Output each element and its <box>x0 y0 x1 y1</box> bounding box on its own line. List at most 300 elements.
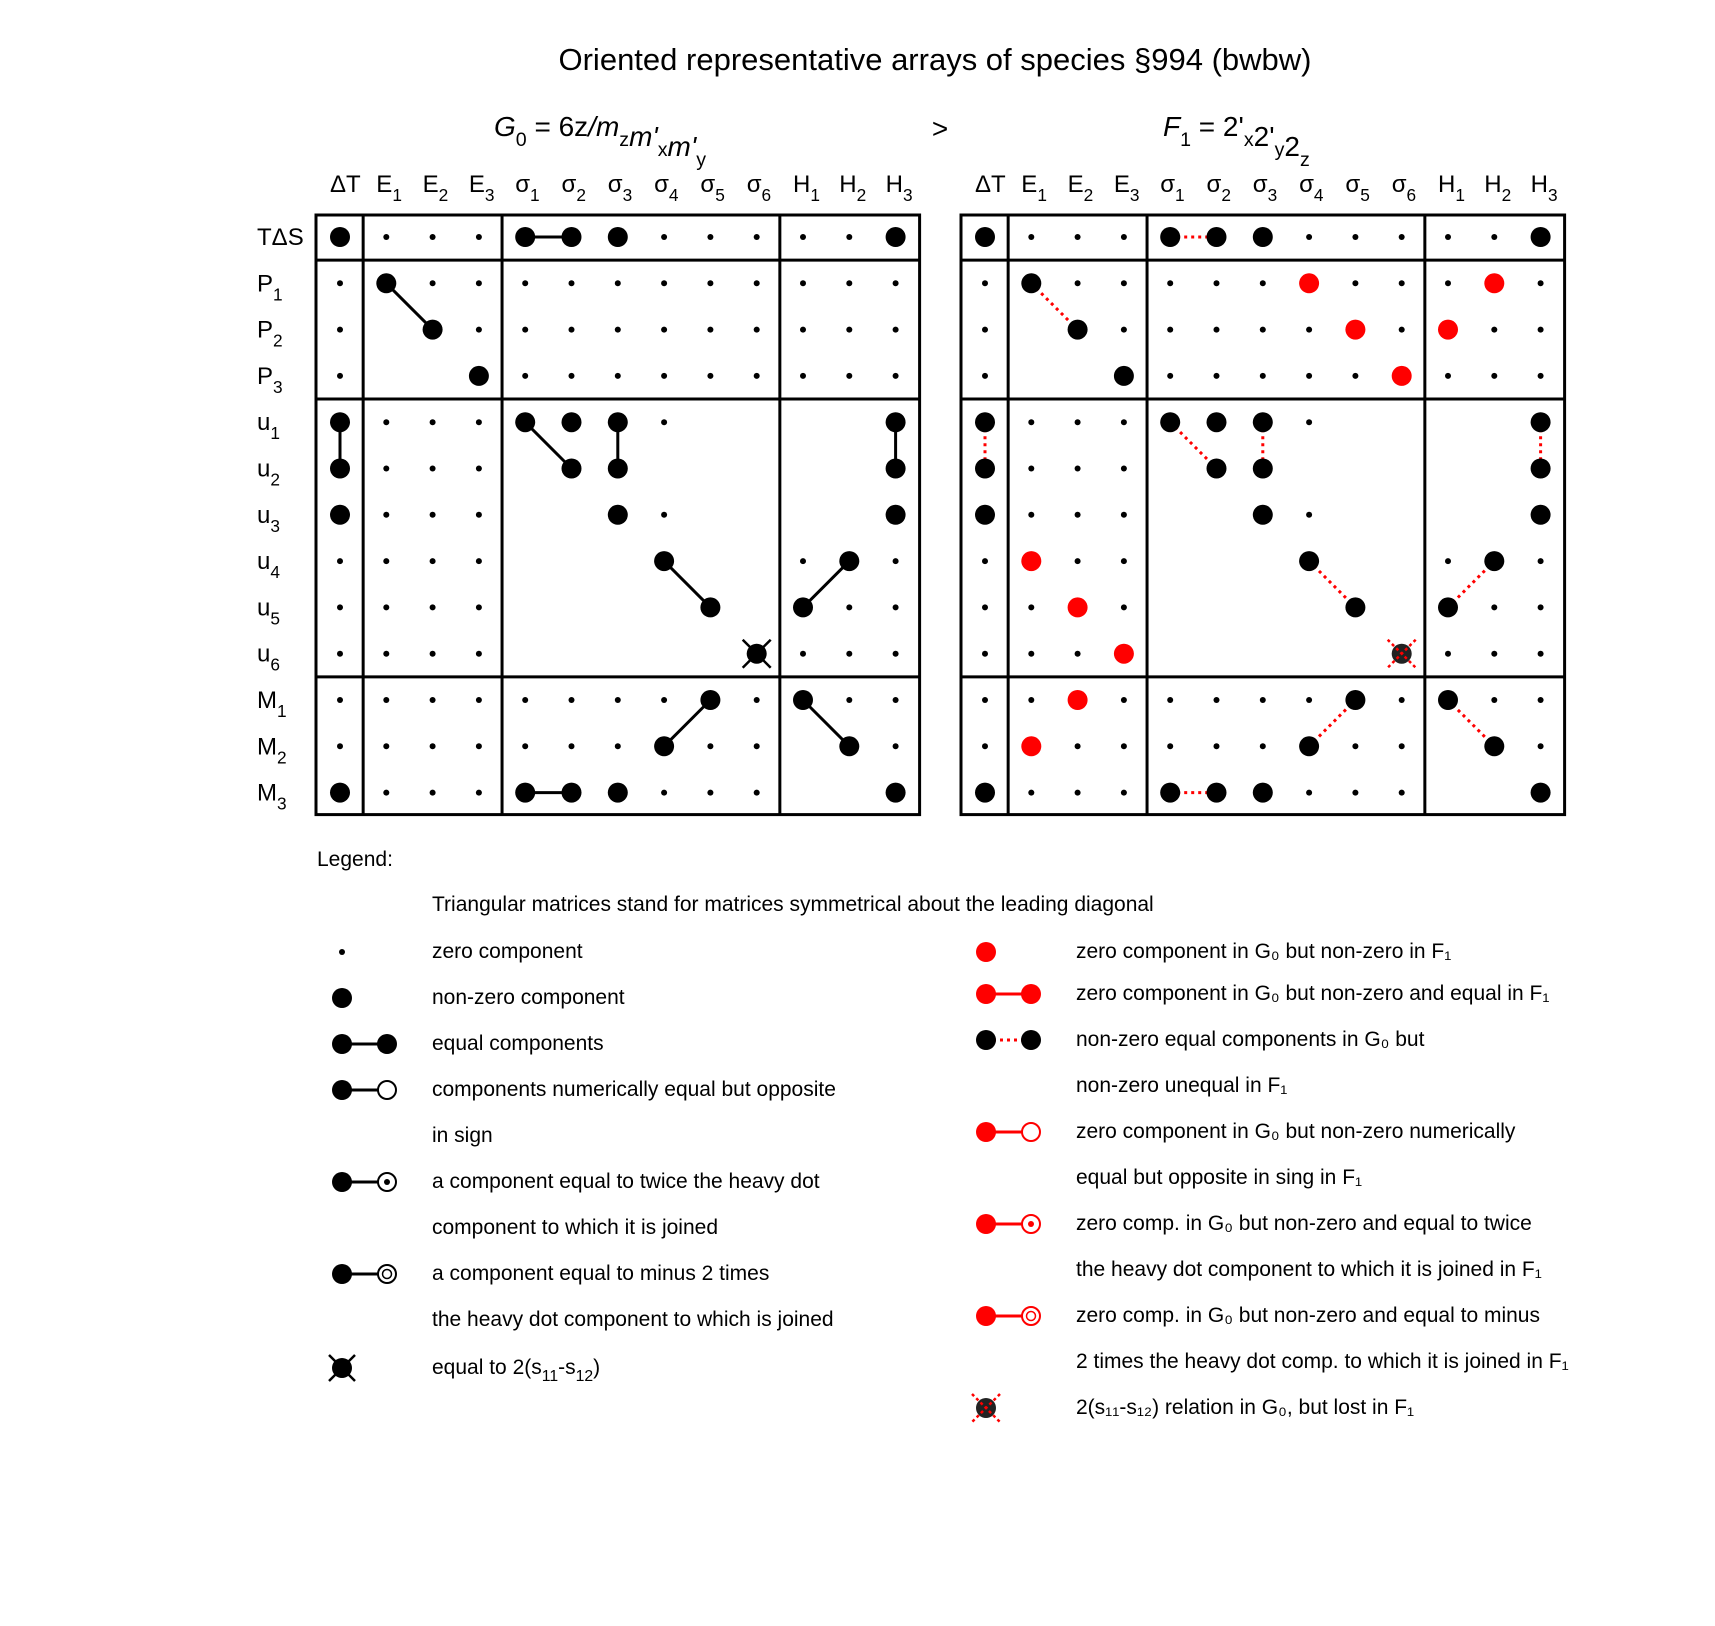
zero-component <box>1352 373 1358 379</box>
zero-component <box>800 280 806 286</box>
zero-component <box>846 373 852 379</box>
zero-component <box>1214 327 1220 333</box>
zero-component <box>707 327 713 333</box>
zero-component <box>754 280 760 286</box>
zero-component <box>1075 466 1081 472</box>
zero-component <box>615 743 621 749</box>
zero-component <box>1306 790 1312 796</box>
zero-component <box>1121 327 1127 333</box>
nonzero-component <box>1114 366 1134 386</box>
zero-component <box>1167 697 1173 703</box>
zero-component <box>430 466 436 472</box>
nonzero-component <box>1207 459 1227 479</box>
legend-text: non-zero equal components in G₀ but <box>1076 1028 1425 1051</box>
zero-component <box>1538 280 1544 286</box>
nonzero-component <box>608 412 628 432</box>
zero-component <box>661 512 667 518</box>
nonzero-component <box>562 459 582 479</box>
zero-component <box>1214 743 1220 749</box>
nonzero-component <box>839 736 859 756</box>
legend-text: a component equal to minus 2 times <box>432 1262 770 1285</box>
zero-component <box>1028 651 1034 657</box>
zero-component <box>476 743 482 749</box>
zero-component <box>1399 743 1405 749</box>
nonzero-component <box>654 736 674 756</box>
zero-component <box>615 373 621 379</box>
red-component <box>1299 273 1319 293</box>
nonzero-component <box>975 505 995 525</box>
zero-component <box>707 373 713 379</box>
zero-component <box>476 790 482 796</box>
nonzero-component <box>515 227 535 247</box>
zero-component <box>1538 373 1544 379</box>
legend-item-6 <box>329 1355 600 1385</box>
zero-component <box>1028 697 1034 703</box>
nonzero-component <box>1531 783 1551 803</box>
nonzero-component <box>1253 505 1273 525</box>
heavy-dot-icon <box>332 1080 352 1100</box>
zero-component <box>800 651 806 657</box>
zero-component <box>1121 558 1127 564</box>
zero-component <box>707 280 713 286</box>
zero-component <box>1260 743 1266 749</box>
legend-text: non-zero unequal in F₁ <box>1076 1074 1288 1097</box>
zero-component <box>846 651 852 657</box>
red-component <box>1345 320 1365 340</box>
zero-component <box>1399 697 1405 703</box>
legend-text: zero comp. in G₀ but non-zero and equal to twice <box>1076 1212 1532 1235</box>
zero-component <box>1214 697 1220 703</box>
zero-component <box>800 234 806 240</box>
legend-right-column <box>972 940 1569 1422</box>
legend-item-1 <box>332 986 625 1009</box>
nonzero-component <box>1484 736 1504 756</box>
right-matrix <box>961 171 1565 815</box>
zero-component <box>522 327 528 333</box>
column-label-11: $H_2$ <box>839 171 867 205</box>
zero-component <box>1028 234 1034 240</box>
legend-text: equal components <box>432 1032 604 1055</box>
nonzero-component <box>975 459 995 479</box>
column-label-7: $\sigma_4$ <box>654 171 679 205</box>
zero-component <box>569 280 575 286</box>
legend-right-item-1 <box>976 982 1549 1005</box>
zero-component <box>1121 512 1127 518</box>
open-dot-icon <box>1022 1307 1040 1325</box>
zero-component <box>1121 790 1127 796</box>
red-component <box>1114 644 1134 664</box>
center-dot-icon <box>1028 1221 1034 1227</box>
nonzero-component <box>469 366 489 386</box>
zero-component <box>1306 419 1312 425</box>
nonzero-component <box>1438 690 1458 710</box>
column-label-9: $\sigma_6$ <box>1391 171 1417 205</box>
zero-component <box>1538 743 1544 749</box>
legend-text: zero component in G₀ but non-zero and equal in F₁ <box>1076 982 1550 1005</box>
zero-component <box>1121 280 1127 286</box>
nonzero-component <box>1531 227 1551 247</box>
column-label-2: $E_2$ <box>1067 171 1094 205</box>
row-label-0: TΔS <box>257 224 304 251</box>
zero-component <box>383 743 389 749</box>
zero-component <box>893 558 899 564</box>
zero-component <box>1121 604 1127 610</box>
heavy-dot-icon <box>1021 1030 1041 1050</box>
column-label-1: $E_1$ <box>1021 171 1047 205</box>
zero-component <box>569 697 575 703</box>
nonzero-component <box>562 412 582 432</box>
row-label-11: $M_2$ <box>257 733 287 768</box>
nonzero-component <box>793 690 813 710</box>
heavy-dot-icon <box>976 1122 996 1142</box>
nonzero-component <box>1207 783 1227 803</box>
nonzero-dot-icon <box>332 988 352 1008</box>
zero-component <box>1121 419 1127 425</box>
zero-component <box>754 697 760 703</box>
nonzero-component <box>423 320 443 340</box>
row-label-1: $P_1$ <box>257 270 283 305</box>
zero-dot-icon <box>339 949 345 955</box>
column-label-8: $\sigma_5$ <box>1345 171 1370 205</box>
row-label-12: $M_3$ <box>257 779 287 814</box>
row-label-4: $u_1$ <box>257 409 280 444</box>
nonzero-component <box>330 412 350 432</box>
zero-component <box>383 512 389 518</box>
heavy-dot-icon <box>377 1034 397 1054</box>
zero-component <box>1306 697 1312 703</box>
nonzero-component <box>1160 227 1180 247</box>
nonzero-component <box>608 505 628 525</box>
zero-component <box>982 558 988 564</box>
row-label-10: $M_1$ <box>257 687 287 721</box>
open-dot-icon <box>378 1081 396 1099</box>
legend-text: zero comp. in G₀ but non-zero and equal to minus <box>1076 1304 1540 1327</box>
column-label-9: $\sigma_6$ <box>746 171 772 205</box>
legend-text: a component equal to twice the heavy dot <box>432 1170 820 1193</box>
zero-component <box>1491 651 1497 657</box>
nonzero-component <box>330 783 350 803</box>
center-dot-icon <box>384 1179 390 1185</box>
zero-component <box>1260 373 1266 379</box>
legend-note: Triangular matrices stand for matrices symmetrical about the leading diagonal <box>432 893 1154 916</box>
zero-component <box>982 604 988 610</box>
legend-heading: Legend: <box>317 848 393 871</box>
legend-right-item-4 <box>976 1212 1542 1281</box>
zero-component <box>1399 280 1405 286</box>
zero-component <box>846 280 852 286</box>
legend-text: zero component in G₀ but non-zero numerically <box>1076 1120 1516 1143</box>
zero-component <box>1538 651 1544 657</box>
zero-component <box>430 419 436 425</box>
legend-text: components numerically equal but opposite <box>432 1078 836 1101</box>
column-label-5: $\sigma_2$ <box>561 171 586 205</box>
zero-component <box>982 697 988 703</box>
nonzero-component <box>839 551 859 571</box>
zero-component <box>1445 373 1451 379</box>
red-component <box>1392 366 1412 386</box>
zero-component <box>1075 234 1081 240</box>
nonzero-component <box>700 690 720 710</box>
zero-component <box>800 327 806 333</box>
zero-component <box>1075 558 1081 564</box>
zero-component <box>522 280 528 286</box>
nonzero-component <box>886 783 906 803</box>
zero-component <box>383 651 389 657</box>
zero-component <box>1075 790 1081 796</box>
column-label-11: $H_2$ <box>1484 171 1512 205</box>
column-label-0: ΔT <box>330 171 361 198</box>
legend-right-item-5 <box>976 1304 1569 1373</box>
zero-component <box>476 558 482 564</box>
zero-component <box>1028 466 1034 472</box>
left-matrix <box>257 171 920 815</box>
column-label-1: $E_1$ <box>376 171 402 205</box>
zero-component <box>754 373 760 379</box>
zero-component <box>476 234 482 240</box>
zero-component <box>1399 790 1405 796</box>
nonzero-component <box>1160 412 1180 432</box>
column-label-12: $H_3$ <box>885 171 913 205</box>
page-title: Oriented representative arrays of species §994 (bwbw) <box>558 42 1312 77</box>
column-label-5: $\sigma_2$ <box>1206 171 1231 205</box>
zero-component <box>893 327 899 333</box>
column-label-2: $E_2$ <box>422 171 449 205</box>
nonzero-component <box>515 412 535 432</box>
zero-component <box>893 651 899 657</box>
zero-component <box>1538 558 1544 564</box>
zero-component <box>337 651 343 657</box>
zero-component <box>1121 234 1127 240</box>
zero-component <box>754 234 760 240</box>
zero-component <box>1491 373 1497 379</box>
legend-text: component to which it is joined <box>432 1216 718 1239</box>
column-label-3: $E_3$ <box>468 171 495 205</box>
zero-component <box>1491 697 1497 703</box>
zero-component <box>337 373 343 379</box>
zero-component <box>430 790 436 796</box>
zero-component <box>476 327 482 333</box>
column-label-10: $H_1$ <box>793 171 820 205</box>
zero-component <box>893 697 899 703</box>
legend-item-0 <box>339 940 583 963</box>
nonzero-component <box>654 551 674 571</box>
zero-component <box>1028 512 1034 518</box>
red-component <box>1068 690 1088 710</box>
zero-component <box>1352 790 1358 796</box>
column-label-12: $H_3$ <box>1530 171 1558 205</box>
zero-component <box>1167 280 1173 286</box>
zero-component <box>754 743 760 749</box>
zero-component <box>661 280 667 286</box>
row-label-2: $P_2$ <box>257 316 283 351</box>
nonzero-component <box>975 227 995 247</box>
zero-component <box>337 280 343 286</box>
nonzero-component <box>1068 320 1088 340</box>
zero-component <box>661 790 667 796</box>
column-label-7: $\sigma_4$ <box>1299 171 1324 205</box>
left-group-text: $G_0 = 6z/m_zm'_xm'_y$ <box>494 111 707 171</box>
open-dot-icon <box>1022 1123 1040 1141</box>
zero-component <box>522 373 528 379</box>
nonzero-component <box>562 783 582 803</box>
zero-component <box>337 743 343 749</box>
zero-component <box>337 558 343 564</box>
nonzero-component <box>562 227 582 247</box>
nonzero-component <box>700 597 720 617</box>
zero-component <box>1214 280 1220 286</box>
zero-component <box>661 234 667 240</box>
zero-component <box>1352 234 1358 240</box>
zero-component <box>982 327 988 333</box>
zero-component <box>1260 327 1266 333</box>
nonzero-component <box>1021 273 1041 293</box>
nonzero-component <box>793 597 813 617</box>
zero-component <box>1260 280 1266 286</box>
nonzero-component <box>330 227 350 247</box>
zero-component <box>615 327 621 333</box>
nonzero-component <box>515 783 535 803</box>
nonzero-component <box>1299 551 1319 571</box>
column-label-6: $\sigma_3$ <box>607 171 633 205</box>
zero-component <box>1260 697 1266 703</box>
zero-component <box>430 651 436 657</box>
heavy-dot-icon <box>332 1264 352 1284</box>
column-label-10: $H_1$ <box>1438 171 1465 205</box>
zero-component <box>707 790 713 796</box>
zero-component <box>982 280 988 286</box>
zero-component <box>430 604 436 610</box>
zero-component <box>1121 743 1127 749</box>
zero-component <box>430 512 436 518</box>
zero-component <box>383 466 389 472</box>
nonzero-component <box>1299 736 1319 756</box>
zero-component <box>661 373 667 379</box>
legend-item-5 <box>332 1262 834 1331</box>
zero-component <box>1167 373 1173 379</box>
red-dot-icon <box>1021 984 1041 1004</box>
nonzero-component <box>330 459 350 479</box>
legend-text: the heavy dot component to which it is joined in F₁ <box>1076 1258 1542 1281</box>
legend-right-item-0 <box>976 940 1451 963</box>
zero-component <box>476 466 482 472</box>
zero-component <box>982 373 988 379</box>
zero-component <box>1491 327 1497 333</box>
zero-component <box>569 327 575 333</box>
zero-component <box>893 280 899 286</box>
red-component <box>1438 320 1458 340</box>
nonzero-component <box>1160 783 1180 803</box>
column-label-3: $E_3$ <box>1113 171 1140 205</box>
legend-right-item-2 <box>976 1028 1425 1097</box>
legend-text: in sign <box>432 1124 493 1147</box>
nonzero-component <box>1531 505 1551 525</box>
nonzero-component <box>1531 412 1551 432</box>
legend-text: zero component in G₀ but non-zero in F₁ <box>1076 940 1452 963</box>
heavy-dot-icon <box>976 1214 996 1234</box>
zero-component <box>707 743 713 749</box>
nonzero-component <box>1207 227 1227 247</box>
zero-component <box>1399 234 1405 240</box>
legend-right-item-3 <box>976 1120 1516 1189</box>
row-label-6: $u_3$ <box>257 501 280 536</box>
row-label-7: $u_4$ <box>257 548 280 583</box>
nonzero-component <box>1253 227 1273 247</box>
zero-component <box>430 743 436 749</box>
nonzero-component <box>608 783 628 803</box>
legend-text: equal to $2(s_{11}-s_{12})$ <box>432 1356 601 1385</box>
row-label-9: $u_6$ <box>257 640 280 675</box>
zero-component <box>846 604 852 610</box>
zero-component <box>1538 327 1544 333</box>
heavy-dot-icon <box>976 984 996 1004</box>
zero-component <box>1445 651 1451 657</box>
nonzero-component <box>886 412 906 432</box>
nonzero-component <box>975 783 995 803</box>
zero-component <box>1121 697 1127 703</box>
zero-component <box>1445 280 1451 286</box>
zero-component <box>1445 234 1451 240</box>
zero-component <box>1028 790 1034 796</box>
zero-component <box>754 790 760 796</box>
zero-component <box>707 234 713 240</box>
zero-component <box>1075 651 1081 657</box>
right-group-label <box>1163 111 1310 171</box>
right-group-text: $F_1 = 2'_x2'_y2_z$ <box>1163 111 1310 171</box>
zero-component <box>1167 327 1173 333</box>
zero-component <box>1445 558 1451 564</box>
zero-component <box>1491 604 1497 610</box>
zero-component <box>893 604 899 610</box>
nonzero-component <box>330 505 350 525</box>
zero-component <box>1306 234 1312 240</box>
nonzero-component <box>1531 459 1551 479</box>
zero-component <box>476 697 482 703</box>
zero-component <box>337 697 343 703</box>
zero-component <box>1167 743 1173 749</box>
row-label-3: $P_3$ <box>257 362 283 397</box>
zero-component <box>982 651 988 657</box>
zero-component <box>1538 697 1544 703</box>
legend-left-column <box>329 940 836 1385</box>
zero-component <box>661 697 667 703</box>
zero-component <box>1491 234 1497 240</box>
legend-text: equal but opposite in sing in F₁ <box>1076 1166 1363 1189</box>
red-component <box>1021 736 1041 756</box>
nonzero-component <box>1345 690 1365 710</box>
zero-component <box>383 697 389 703</box>
red-component <box>1484 273 1504 293</box>
legend-text: zero component <box>432 940 583 963</box>
zero-component <box>569 743 575 749</box>
row-label-5: $u_2$ <box>257 455 280 490</box>
zero-component <box>846 327 852 333</box>
zero-component <box>522 697 528 703</box>
zero-component <box>430 280 436 286</box>
zero-component <box>430 697 436 703</box>
nonzero-component <box>1253 459 1273 479</box>
row-label-8: $u_5$ <box>257 594 280 629</box>
zero-component <box>893 743 899 749</box>
legend-text: non-zero component <box>432 986 625 1009</box>
zero-component <box>476 419 482 425</box>
group-comparison-symbol: > <box>931 113 949 144</box>
zero-component <box>522 743 528 749</box>
zero-component <box>476 280 482 286</box>
column-label-0: ΔT <box>975 171 1006 198</box>
column-label-8: $\sigma_5$ <box>700 171 725 205</box>
zero-component <box>383 234 389 240</box>
zero-component <box>1538 604 1544 610</box>
